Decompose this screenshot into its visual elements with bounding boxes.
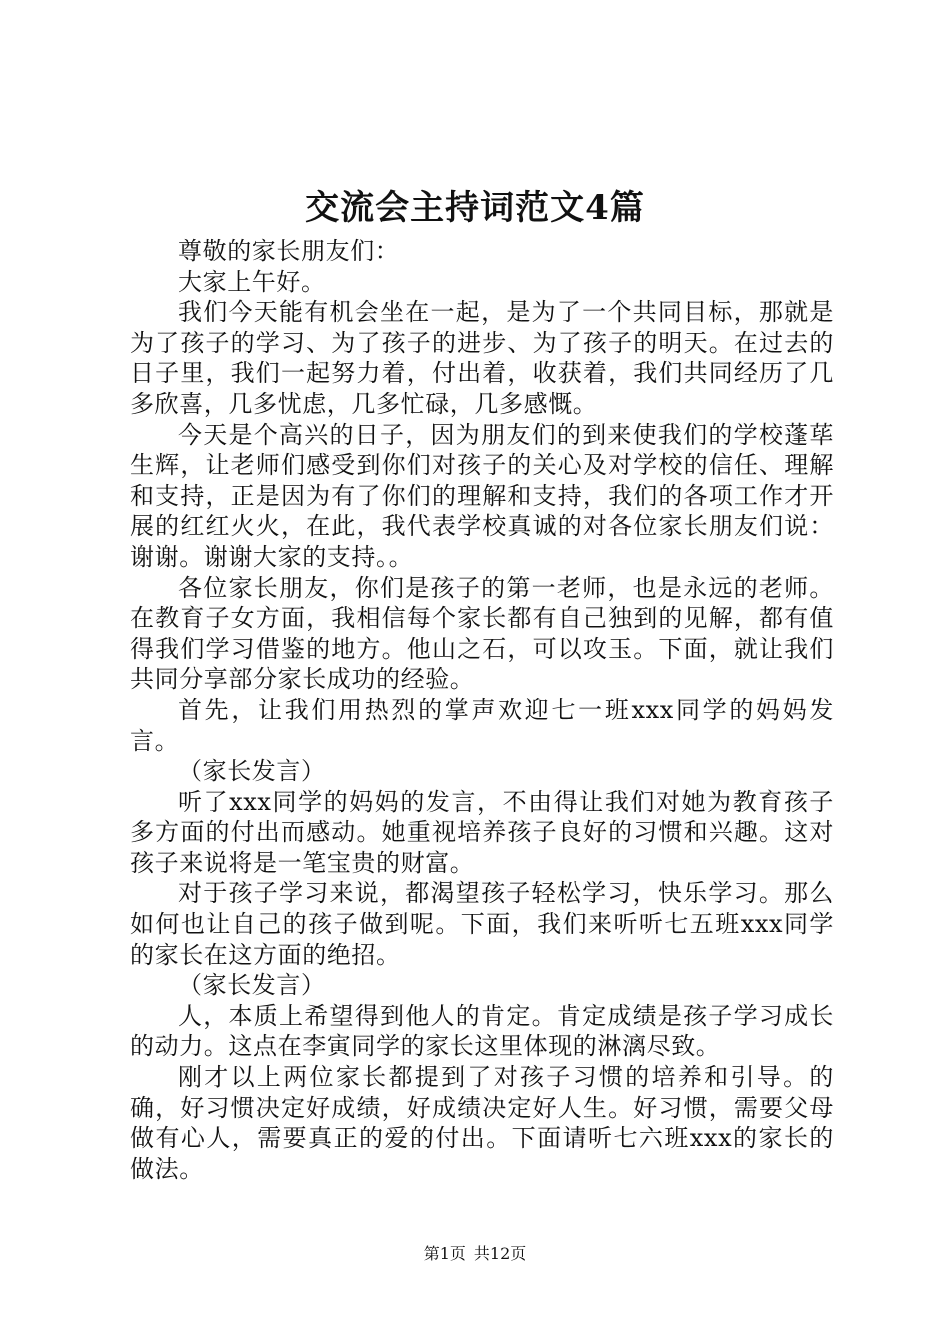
paragraph-stage-note: （家长发言） [178,757,326,786]
paragraph: 刚才以上两位家长都提到了对孩子习惯的培养和引导。的确，好习惯决定好成绩，好成绩决定好人生。好习惯，需要父母做有心人，需要真正的爱的付出。下面请听七六班xxx的家长的做法。 [130,1063,834,1183]
page-total: 共12页 [473,1244,527,1263]
paragraph: 今天是个高兴的日子，因为朋友们的到来使我们的学校蓬荜生辉，让老师们感受到你们对孩子的关心及对学校的信任、理解和支持，正是因为有了你们的理解和支持，我们的各项工作才开展的红红火火，在此，我代表学校真诚的对各位家长朋友们说：谢谢。谢谢大家的支持。。 [130,420,834,571]
paragraph: 听了xxx同学的妈妈的发言，不由得让我们对她为教育孩子多方面的付出而感动。她重视培养孩子良好的习惯和兴趣。这对孩子来说将是一笔宝贵的财富。 [130,787,834,877]
paragraph: 首先，让我们用热烈的掌声欢迎七一班xxx同学的妈妈发言。 [130,695,834,755]
document-title: 交流会主持词范文4篇 [305,188,645,228]
paragraph: 人，本质上希望得到他人的肯定。肯定成绩是孩子学习成长的动力。这点在李寅同学的家长这里体现的淋漓尽致。 [130,1001,834,1061]
paragraph-salutation: 尊敬的家长朋友们： [178,237,400,265]
page-footer [0,1242,950,1266]
paragraph: 各位家长朋友，你们是孩子的第一老师，也是永远的老师。在教育子女方面，我相信每个家长都有自己独到的见解，都有值得我们学习借鉴的地方。他山之石，可以攻玉。下面，就让我们共同分享部分家长成功的经验。 [130,573,834,694]
paragraph-greeting: 大家上午好。 [178,267,326,296]
paragraph-stage-note: （家长发言） [178,971,326,1000]
paragraph: 我们今天能有机会坐在一起，是为了一个共同目标，那就是为了孩子的学习、为了孩子的进步、为了孩子的明天。在过去的日子里，我们一起努力着，付出着，收获着，我们共同经历了几多欣喜，几多忧虑，几多忙碌，几多感慨。 [130,298,834,418]
page-number: 第1页 [423,1244,466,1263]
paragraph: 对于孩子学习来说，都渴望孩子轻松学习，快乐学习。那么如何也让自己的孩子做到呢。下面，我们来听听七五班xxx同学的家长在这方面的绝招。 [130,879,834,969]
document-body [130,236,834,1184]
